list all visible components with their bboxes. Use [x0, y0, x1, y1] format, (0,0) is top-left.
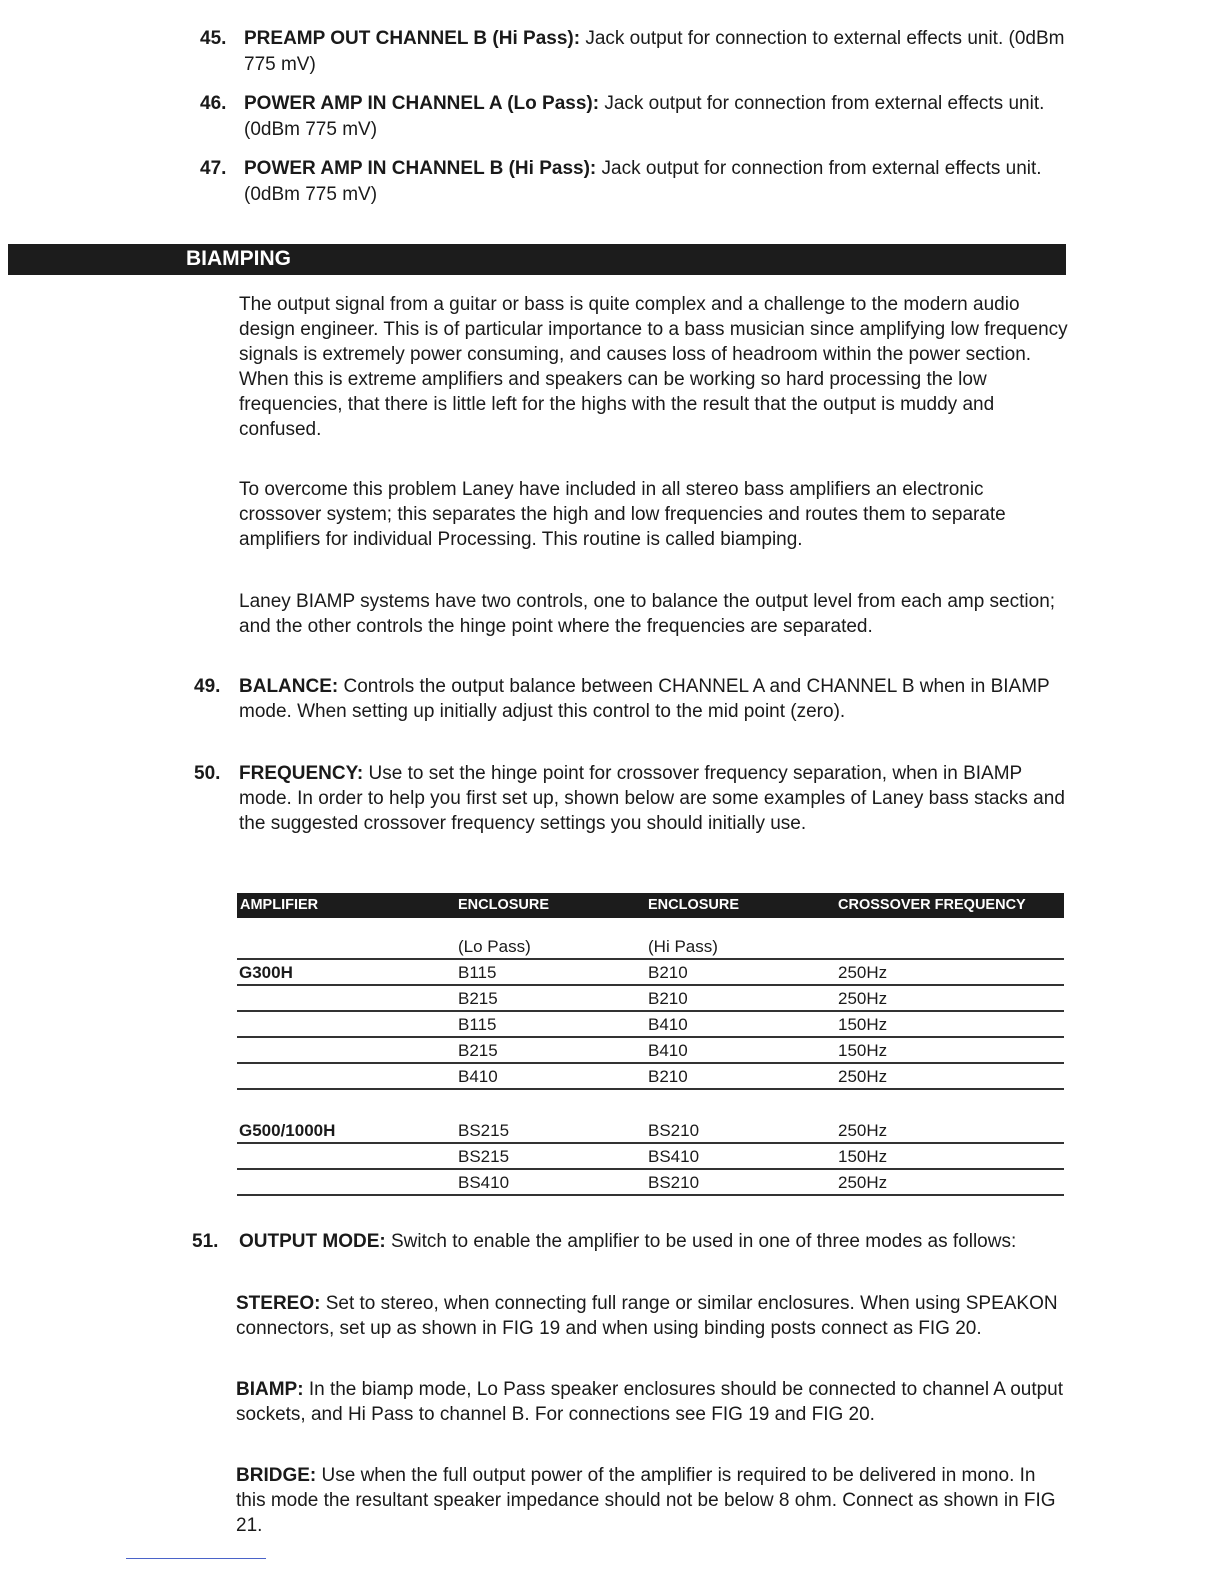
- mode-heading: STEREO:: [236, 1293, 321, 1314]
- cell-crossover: 250Hz: [838, 1067, 888, 1086]
- item-46: [200, 91, 1070, 143]
- item-number: 46.: [200, 93, 227, 114]
- item-heading: OUTPUT MODE:: [239, 1231, 386, 1252]
- table-rule: [237, 1194, 1064, 1196]
- cell-crossover: 150Hz: [838, 1015, 888, 1034]
- cell-enclosure-lo: B115: [458, 963, 497, 982]
- item-text: Jack output for connection to external effects unit. (0dBm 775 mV): [244, 28, 1065, 75]
- item-number: 47.: [200, 158, 227, 179]
- cell-enclosure-lo: BS410: [458, 1173, 510, 1192]
- table-rule: [237, 1036, 1064, 1038]
- table-header: [237, 893, 1064, 918]
- item-heading: FREQUENCY:: [239, 763, 364, 784]
- crossover-paragraph: To overcome this problem Laney have included in all stereo bass amplifiers an electronic crossover system; this separates the high and low frequencies and routes them to separate amplifiers for individual Processing. This routine is called biamping.: [239, 479, 1006, 550]
- table-rule: [237, 958, 1064, 960]
- column-header-enclosure-lo: ENCLOSURE: [458, 897, 550, 913]
- cell-enclosure-hi: B210: [648, 1067, 688, 1086]
- item-49: [194, 674, 1070, 724]
- section-title: BIAMPING: [186, 247, 291, 270]
- cell-amplifier: G500/1000H: [239, 1121, 336, 1140]
- cell-crossover: 250Hz: [838, 1121, 888, 1140]
- item-number: 51.: [192, 1231, 219, 1252]
- item-50: [194, 761, 1070, 836]
- item-text: Controls the output balance between CHANNEL A and CHANNEL B when in BIAMP mode. When setting up initially adjust this control to the mid point (zero).: [239, 676, 1050, 722]
- cell-amplifier: G300H: [239, 963, 293, 982]
- item-text: Jack output for connection from external effects unit. (0dBm 775 mV): [244, 93, 1045, 140]
- mode-heading: BIAMP:: [236, 1379, 304, 1400]
- mode-text: In the biamp mode, Lo Pass speaker enclosures should be connected to channel A output sockets, and Hi Pass to channel B. For connections see FIG 19 and FIG 20.: [236, 1379, 1064, 1425]
- cell-enclosure-hi: B410: [648, 1015, 688, 1034]
- cell-crossover: 250Hz: [838, 989, 888, 1008]
- section-header-biamping: [8, 244, 1066, 275]
- table-rule: [237, 1062, 1064, 1064]
- item-45: [200, 26, 1070, 78]
- item-heading: PREAMP OUT CHANNEL B (Hi Pass):: [244, 28, 581, 49]
- cell-enclosure-lo: B115: [458, 1015, 497, 1034]
- item-number: 49.: [194, 676, 221, 697]
- column-header-enclosure-hi: ENCLOSURE: [648, 897, 740, 913]
- table-rule: [237, 984, 1064, 986]
- column-header-amplifier: AMPLIFIER: [240, 897, 319, 913]
- item-number: 45.: [200, 28, 227, 49]
- item-heading: POWER AMP IN CHANNEL B (Hi Pass):: [244, 158, 597, 179]
- intro-paragraph: The output signal from a guitar or bass is quite complex and a challenge to the modern audio design engineer. This is of particular importance to a bass musician since amplifying low frequency signals is extremely power consuming, and causes loss of headroom within the power section. When this is extreme amplifiers and speakers can be working so hard processing the low frequencies, that there is little left for the highs with the result that the output is muddy and confused.: [239, 294, 1068, 440]
- cell-enclosure-lo: BS215: [458, 1147, 510, 1166]
- cell-crossover: 250Hz: [838, 963, 888, 982]
- table-rule: [237, 1168, 1064, 1170]
- cell-enclosure-hi: B410: [648, 1041, 688, 1060]
- controls-paragraph: Laney BIAMP systems have two controls, one to balance the output level from each amp section; and the other controls the hinge point where the frequencies are separated.: [239, 591, 1056, 637]
- cell-enclosure-hi: B210: [648, 989, 688, 1008]
- item-51: [192, 1229, 1070, 1254]
- mode-text: Set to stereo, when connecting full range or similar enclosures. When using SPEAKON connectors, set up as shown in FIG 19 and when using binding posts connect as FIG 20.: [236, 1293, 1058, 1339]
- item-text: Switch to enable the amplifier to be used in one of three modes as follows:: [385, 1231, 1017, 1252]
- cell-enclosure-hi: B210: [648, 963, 688, 982]
- cell-crossover: 250Hz: [838, 1173, 888, 1192]
- item-47: [200, 156, 1070, 208]
- cell-enclosure-hi: BS210: [648, 1121, 700, 1140]
- cell-enclosure-lo: B215: [458, 989, 498, 1008]
- cell-enclosure-lo: BS215: [458, 1121, 510, 1140]
- table-rule: [237, 1088, 1064, 1090]
- table-rule: [237, 1010, 1064, 1012]
- footer-rule: [126, 1558, 266, 1559]
- column-header-crossover: CROSSOVER FREQUENCY: [838, 897, 1026, 913]
- mode-biamp: [236, 1377, 1068, 1427]
- cell-enclosure-lo: B215: [458, 1041, 498, 1060]
- item-text: Jack output for connection from external effects unit. (0dBm 775 mV): [244, 158, 1042, 205]
- item-text: Use to set the hinge point for crossover frequency separation, when in BIAMP mode. In order to help you first set up, shown below are some examples of Laney bass stacks and the suggested crossover frequency settings you should initially use.: [239, 763, 1065, 834]
- subheader-lo-pass: (Lo Pass): [458, 937, 531, 956]
- table-rule: [237, 1142, 1064, 1144]
- cell-enclosure-hi: BS410: [648, 1147, 700, 1166]
- mode-heading: BRIDGE:: [236, 1465, 317, 1486]
- item-heading: POWER AMP IN CHANNEL A (Lo Pass):: [244, 93, 600, 114]
- mode-bridge: [236, 1463, 1068, 1538]
- cell-crossover: 150Hz: [838, 1147, 888, 1166]
- item-heading: BALANCE:: [239, 676, 339, 697]
- subheader-hi-pass: (Hi Pass): [648, 937, 718, 956]
- mode-stereo: [236, 1291, 1068, 1341]
- cell-enclosure-hi: BS210: [648, 1173, 700, 1192]
- mode-text: Use when the full output power of the amplifier is required to be delivered in mono. In this mode the resultant speaker impedance should not be below 8 ohm. Connect as shown in FIG 21.: [236, 1465, 1056, 1536]
- cell-enclosure-lo: B410: [458, 1067, 498, 1086]
- item-number: 50.: [194, 763, 221, 784]
- cell-crossover: 150Hz: [838, 1041, 888, 1060]
